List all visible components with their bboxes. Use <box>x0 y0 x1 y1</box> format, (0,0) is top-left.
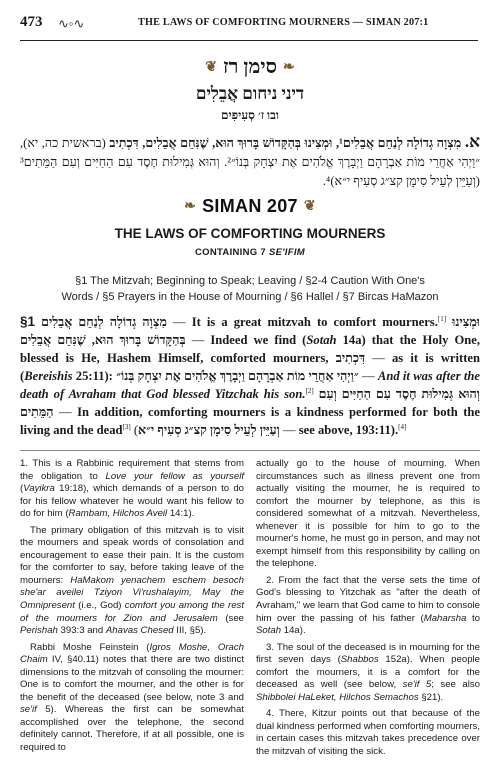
footnote-1-paragraph-2: The primary obligation of this mitzvah is to visit the mourners and speak words of consolation and encouragement to ease their pain. It is the custom for the comforter to say, before taking leave of the mourners: HaMakom yenachem eschem besoch she'ar aveilei Tziyon Vi'rushalayim, May the Omnipresent (i.e., God) comfort you among the rest of the mourners for Zion and Jerusalem (see Perishah 393:3 and Ahavas Chesed III, §5). <box>20 524 245 637</box>
ornament-left-icon: ❧ <box>282 60 295 75</box>
laws-title: THE LAWS OF COMFORTING MOURNERS <box>114 226 386 241</box>
ornament-right-icon: ❦ <box>205 60 217 75</box>
footnote-1-paragraph-3: Rabbi Moshe Feinstein (Igros Moshe, Orach Chaim IV, §40.11) notes that there are two distinct dimensions to the mitzvah of consoling the mourner: One is to comfort the mourner, and the other is for the benefit of the deceased (see below, note 3 and se'if 5). Whereas the first can be somewhat accomplished over the telephone, the second definitely cannot. Therefore, if at all possible, one is required to <box>20 641 245 754</box>
footnote-3: 3. The soul of the deceased is in mourning for the first seven days (Shabbos 152a). When people comfort the mourners, it is a comfort for the deceased as well (see below, se'if 5; see also Shibbolei HaLeket, Hilchos Semachos §21). <box>256 641 480 703</box>
running-head-title: THE LAWS OF COMFORTING MOURNERS — SIMAN 207:1 <box>138 17 429 28</box>
section-summary: §1 The Mitzvah; Beginning to Speak; Leaving / §2-4 Caution With One's Words / §5 Prayers in the House of Mourning / §6 Hallel / §7 Bircas HaMazon <box>61 275 439 303</box>
footnote-2: 2. From the fact that the verse sets the time of God's blessing to Yitzchak as "after the death of Avraham," we learn that God came to him to console him over the passing of his father (Maharsha to Sotah 14a). <box>256 574 480 637</box>
hebrew-line-1: מִצְוָה גְדוֹלָה לְנַחֵם אֲבֵלִים¹, וּמְצִינוּ בְּהַקָּדוֹשׁ בָּרוּךְ הוּא, שֶׁנִּחֵם אֲבֵלִים, דִּכְתִיב <box>109 136 462 150</box>
footnote-divider <box>20 450 480 451</box>
header-divider <box>20 40 478 41</box>
page-number: 473 <box>20 14 43 30</box>
footnotes-left-column <box>20 458 244 759</box>
hebrew-line-2: (בראשית כה, יא), ״וַיְהִי אַחֲרֵי מוֹת אַבְרָהָם וַיְבָרֶךְ אֱלֹהִים אֶת יִצְחָק בְּנוֹ״². <box>20 136 480 169</box>
ornament-left-icon: ❧ <box>184 197 197 213</box>
hebrew-title: סימן רז <box>223 56 277 78</box>
running-header <box>20 14 478 36</box>
containing-line: CONTAINING 7 SE'IFIM <box>195 247 305 258</box>
ornament-right-icon: ❦ <box>303 197 316 213</box>
footnote-4: 4. There, Kitzur points out that because of the dual kindness performed when comforting mourners, in certain cases this mitzvah takes precedence over the mitzvah of visiting the sick. <box>256 708 480 758</box>
hebrew-paragraph <box>20 132 480 191</box>
hebrew-subtitle: דיני ניחום אֲבֵלִים <box>195 84 305 103</box>
english-title-block <box>0 196 500 217</box>
hebrew-seif-count: ובו ז׳ סְעִיפִים <box>221 108 279 122</box>
footnote-1-continued: actually go to the house of mourning. When circumstances such as illness prevent one from actually visiting the mourner, he is required to comfort the mourner by telephone, as this is considered somewhat of a mitzvah. Nevertheless, whenever it is possible for him to go to the mourner's home, he must go in person, and may not exempt himself from this responsibility by calling on the telephone. <box>256 458 480 570</box>
footnotes-right-column <box>256 458 480 763</box>
footnote-1: 1. This is a Rabbinic requirement that stems from the obligation to Love your fellow as yourself (Vayikra 19:18), which demands of a person to do for his fellow whatever he would want his fellow to do for him (Rambam, Hilchos Aveil 14:1). <box>20 458 244 520</box>
hebrew-paragraph-letter: א. <box>464 132 481 151</box>
header-ornament-icon: ∿◦∿ <box>58 16 85 31</box>
siman-title: SIMAN 207 <box>202 196 298 216</box>
main-text: §1 מִצְוָה גְדוֹלָה לְנַחֵם אֲבֵלִים — It is a great mitzvah to comfort mourners.[1] וּמְצִינוּ בְּהַקָּדוֹשׁ בָּרוּךְ הוּא, שֶׁנִּחֵם אֲבֵלִים — Indeed we find (Sotah 14a) that the Holy One, blessed is He, Hashem Himself, comforted mourners, דִּכְתִיב — as it is written (Bereishis 25:11): ״וַיְהִי אַחֲרֵי מוֹת אַבְרָהָם וַיְבָרֶךְ אֱלֹהִים אֶת יִצְחָק בְּנוֹ״ — And it was after the death of Avraham that God blessed Yitzchak his son.[2] וְהוּא גְּמִילוּת חֶסֶד עִם הַחַיִּים וְעִם הַמֵּתִים — In addition, comforting mourners is a kindness performed for both the living and the dead[3] (וְעַיֵּין לְעֵיל סִימָן קצ״ג סְעִיף י״א — see above, 193:11).[4] <box>20 314 481 437</box>
hebrew-title-block <box>0 56 500 79</box>
section-marker: §1 <box>20 314 36 329</box>
hebrew-line-3: וְהוּא גְּמִילוּת חֶסֶד עִם הַחַיִּים וְעִם הַמֵּתִים³ (וְעַיֵּין לְעֵיל סִימָן קצ״ג סְעִיף י״א)⁴. <box>20 155 480 188</box>
